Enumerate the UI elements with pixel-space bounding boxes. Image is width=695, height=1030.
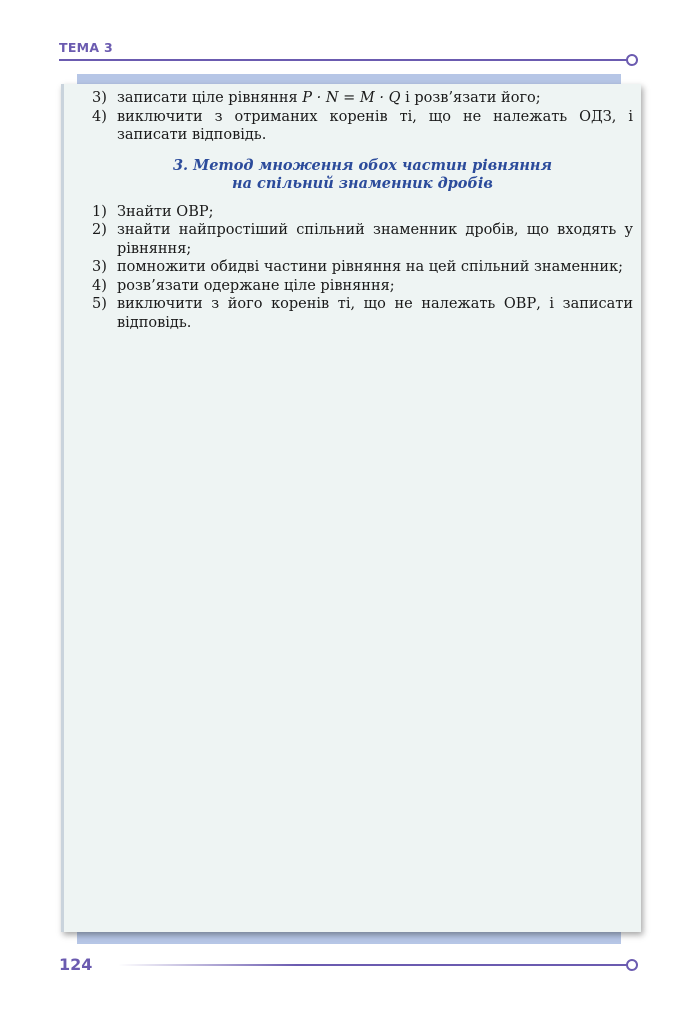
list-item [92, 108, 633, 145]
list-item-number: 4) [92, 277, 107, 294]
page-number: 124 [59, 955, 93, 974]
list-item [92, 221, 633, 258]
list-item-number: 3) [92, 90, 107, 106]
list-item-text-before: записати ціле рівняння [117, 90, 298, 106]
footer-ring-icon [626, 959, 638, 971]
list-item-number: 3) [92, 259, 107, 275]
section-title-line2: на спільний знаменник дробів [232, 174, 493, 192]
list-item [92, 203, 633, 222]
list-item-number: 1) [92, 203, 107, 220]
list-item-text: знайти найпростіший спільний знаменник дробів, що входять у рівняння; [117, 222, 633, 257]
list-item [92, 258, 633, 277]
list-item [92, 89, 633, 108]
list-item-text-after: і розв’язати його; [405, 90, 541, 106]
list-item-text: розв’язати одержане ціле рівняння; [117, 277, 395, 294]
list-item [92, 295, 633, 332]
list-item [92, 277, 633, 296]
list-item-number: 2) [92, 222, 107, 238]
list-item-text: виключити з його коренів ті, що не належать ОВР, і записати відповідь. [117, 296, 633, 331]
list-item-text: Знайти ОВР; [117, 203, 214, 220]
list-item-number: 4) [92, 108, 107, 125]
footer-rule [118, 964, 628, 966]
list-item-text: виключити з отриманих коренів ті, що не належать ОДЗ, і записати відповідь. [117, 108, 633, 143]
topic-label: ТЕМА 3 [59, 40, 114, 55]
list-item-text: помножити обидві частини рівняння на цей спільний знаменник; [117, 259, 624, 275]
header-ring-icon [626, 54, 638, 66]
equation-formula: P · N = M · Q [302, 90, 401, 106]
list-item-text [117, 89, 633, 108]
section-title-line1: 3. Метод множення обох частин рівняння [172, 156, 553, 174]
section-title [92, 157, 633, 193]
panel-content [92, 89, 633, 332]
header-rule [59, 59, 628, 61]
content-panel [61, 84, 641, 932]
list-item-number: 5) [92, 296, 107, 312]
